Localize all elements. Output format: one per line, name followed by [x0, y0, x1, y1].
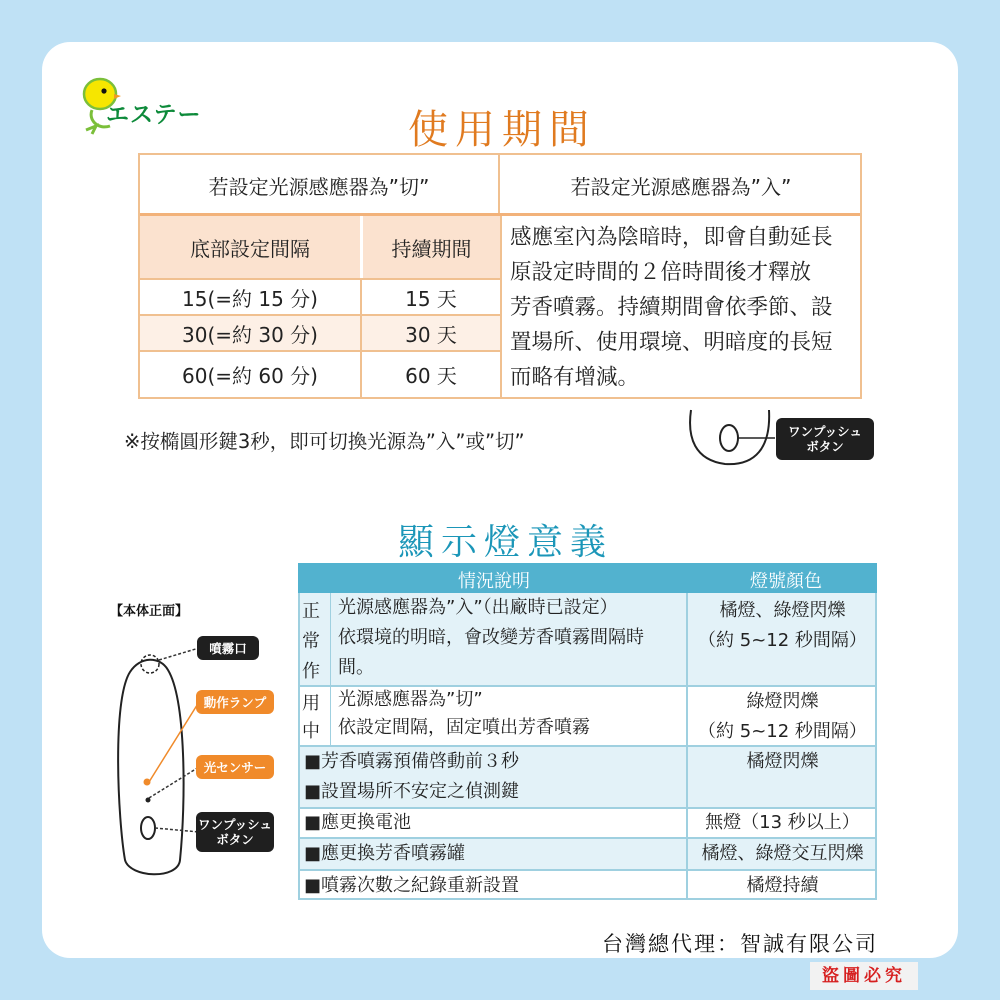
normal-label-char: 中 [302, 721, 320, 742]
situation-line: ■設置場所不安定之偵測鍵 [304, 781, 520, 802]
col-interval-header: 底部設定間隔 [140, 216, 360, 278]
normal-label-char: 常 [302, 631, 320, 652]
light-sensor-label: 光センサー [196, 755, 274, 779]
one-push-button-label [776, 418, 874, 460]
normal-label-char: 作 [302, 661, 320, 682]
front-view-label: 【本体正面】 [110, 604, 189, 619]
indicator-table [298, 563, 877, 900]
row-sensor-off [298, 685, 688, 745]
distributor-text: 台灣總代理：智誠有限公司 [602, 932, 878, 956]
row-sensor-on [298, 593, 688, 685]
col-situation-header: 情況說明 [458, 571, 530, 592]
situation-line: ■芳香噴霧預備啓動前３秒 [304, 751, 520, 772]
label-column-divider [330, 593, 331, 745]
color-line: （約 5~12 秒間隔） [698, 721, 867, 742]
col-color-header: 燈號顏色 [750, 571, 822, 592]
color-sensor-on [688, 593, 877, 685]
normal-label-char: 正 [302, 601, 320, 622]
row-battery: ■應更換電池 [298, 807, 688, 837]
pill-line: ワンプッシュ [198, 817, 272, 832]
description-line: 芳香噴霧。持續期間會依季節、設 [510, 295, 833, 320]
device-button-label [196, 812, 274, 852]
usage-period-table [138, 153, 862, 399]
oval-button-sketch-icon [685, 408, 775, 468]
sensor-on-description [500, 216, 862, 397]
col-duration-header: 持續期間 [360, 216, 500, 278]
interval-cell: 15(=約 15 分) [140, 278, 360, 314]
copyright-stamp: 盜圖必究 [810, 962, 918, 990]
duration-cell: 60 天 [360, 350, 500, 397]
duration-cell: 15 天 [360, 278, 500, 314]
color-warning: 橘燈閃爍 [688, 745, 877, 807]
color-line: （約 5~12 秒間隔） [698, 630, 867, 651]
usage-title: 使用期間 [408, 107, 596, 153]
description-line: 原設定時間的２倍時間後才釋放 [510, 260, 812, 285]
situation-line: 依環境的明暗，會改變芳香噴霧間隔時 [338, 627, 644, 648]
header-sensor-on: 若設定光源感應器為”入” [570, 174, 792, 199]
color-battery: 無燈（13 秒以上） [688, 807, 877, 837]
description-line: 而略有增減。 [510, 365, 640, 390]
normal-label-char: 用 [302, 693, 320, 714]
row-reset: ■噴霧次數之紀錄重新設置 [298, 869, 688, 900]
color-sensor-off [688, 685, 877, 745]
header-sensor-off: 若設定光源感應器為”切” [140, 155, 500, 215]
indicator-table-header [298, 563, 877, 593]
pill-line: ワンプッシュ [788, 424, 862, 439]
situation-line: 光源感應器為”切” [338, 689, 483, 710]
duration-cell: 30 天 [360, 314, 500, 350]
spray-nozzle-label: 噴霧口 [197, 636, 259, 660]
interval-cell: 60(=約 60 分) [140, 350, 360, 397]
brand-logo-text: エステー [106, 102, 202, 128]
action-lamp-label: 動作ランプ [196, 690, 274, 714]
interval-cell: 30(=約 30 分) [140, 314, 360, 350]
switch-note: ※按橢圓形鍵3秒，即可切換光源為”入”或”切” [124, 430, 525, 453]
color-line: 橘燈、綠燈閃爍 [719, 600, 846, 621]
row-warning [298, 745, 688, 807]
row-can: ■應更換芳香噴霧罐 [298, 837, 688, 869]
pill-line: ボタン [806, 439, 844, 454]
color-reset: 橘燈持續 [688, 869, 877, 900]
situation-line: 依設定間隔，固定噴出芳香噴霧 [338, 717, 590, 738]
description-line: 置場所、使用環境、明暗度的長短 [510, 330, 833, 355]
situation-line: 光源感應器為”入”（出廠時已設定） [338, 597, 618, 618]
description-line: 感應室內為陰暗時，即會自動延長 [510, 225, 833, 250]
table-border-left [298, 593, 300, 900]
situation-line: 間。 [338, 657, 374, 678]
pill-line: ボタン [216, 832, 254, 847]
indicator-title: 顯示燈意義 [398, 522, 614, 563]
color-can: 橘燈、綠燈交互閃爍 [688, 837, 877, 869]
table-border-right [875, 593, 877, 900]
color-line: 綠燈閃爍 [746, 691, 819, 712]
